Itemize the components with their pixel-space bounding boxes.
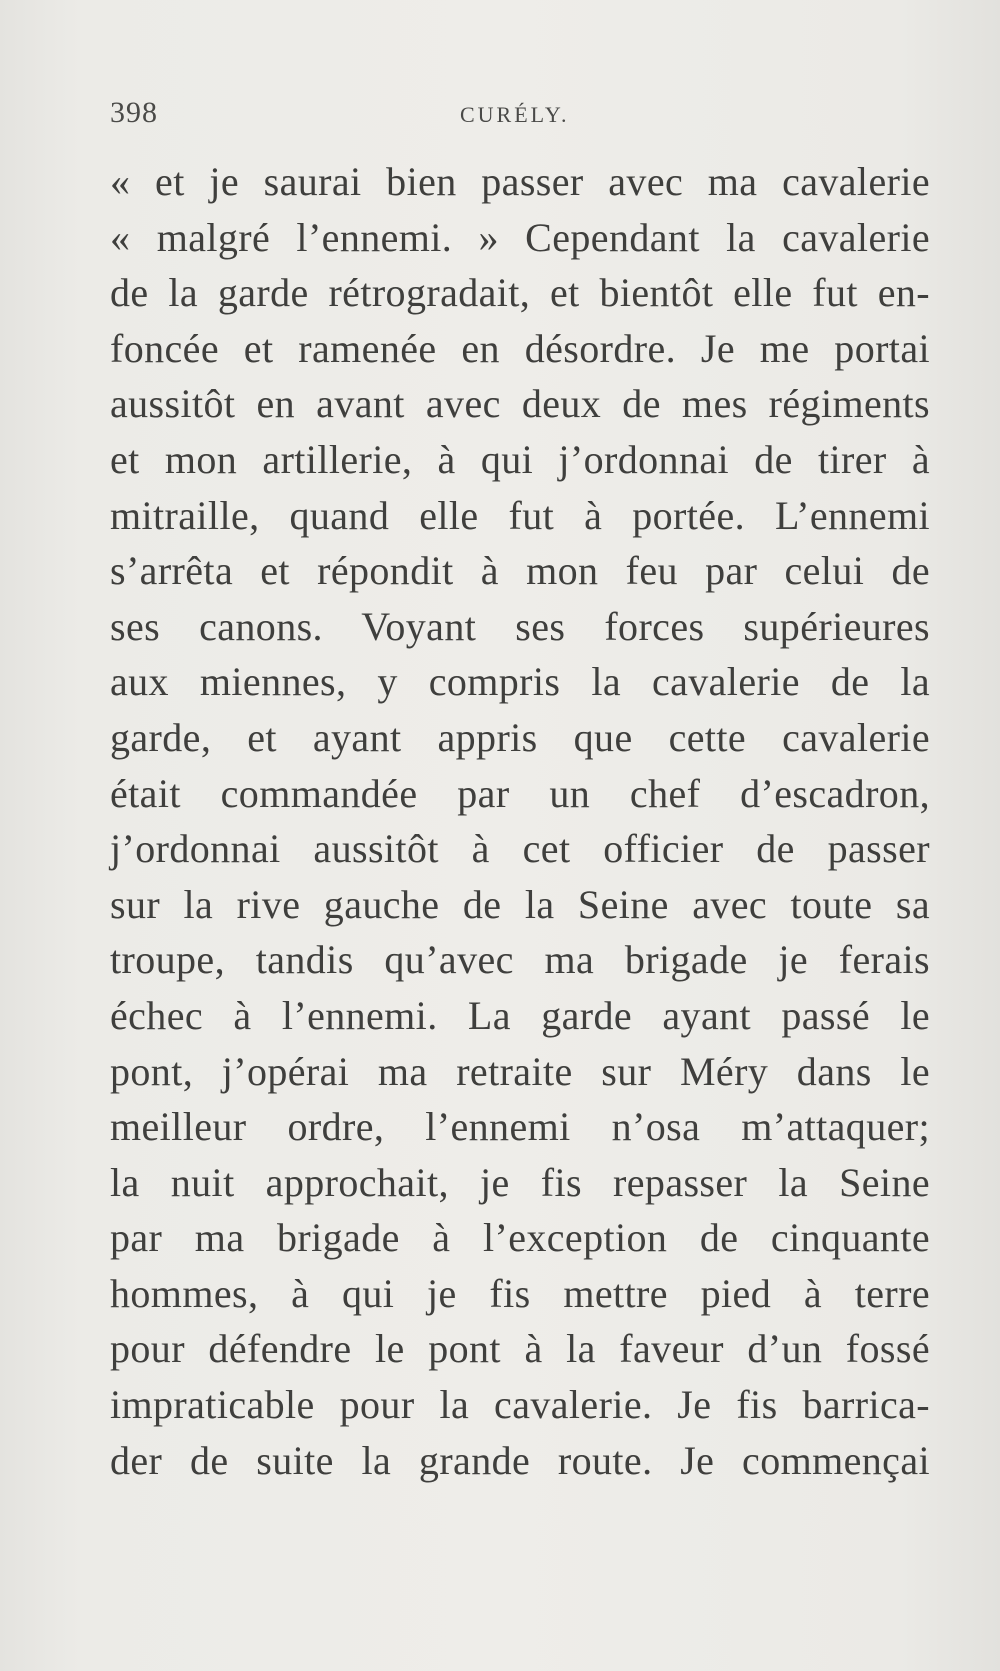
text-line: hommes, à qui je fis mettre pied à terre xyxy=(110,1270,930,1316)
text-line: sur la rive gauche de la Seine avec toute sa xyxy=(110,881,930,927)
text-line: troupe, tandis qu’avec ma brigade je ferais xyxy=(110,937,930,983)
page-header xyxy=(110,96,870,136)
text-line: aux miennes, y compris la cavalerie de la xyxy=(110,659,930,705)
text-line: s’arrêta et répondit à mon feu par celui de xyxy=(110,548,930,594)
text-line: pour défendre le pont à la faveur d’un fossé xyxy=(110,1326,930,1372)
text-line: meilleur ordre, l’ennemi n’osa m’attaquer; xyxy=(110,1104,930,1150)
body-text xyxy=(110,154,930,1488)
text-line: j’ordonnai aussitôt à cet officier de passer xyxy=(110,826,930,872)
text-line: par ma brigade à l’exception de cinquante xyxy=(110,1215,930,1261)
text-line: était commandée par un chef d’escadron, xyxy=(110,770,930,816)
text-line: aussitôt en avant avec deux de mes régiments xyxy=(110,381,930,427)
text-line: « malgré l’ennemi. » Cependant la cavalerie xyxy=(110,214,930,260)
text-line: la nuit approchait, je fis repasser la Seine xyxy=(110,1159,930,1205)
text-line: et mon artillerie, à qui j’ordonnai de tirer à xyxy=(110,436,930,482)
text-line: foncée et ramenée en désordre. Je me portai xyxy=(110,325,930,371)
running-head: CURÉLY. xyxy=(460,102,570,127)
text-line: impraticable pour la cavalerie. Je fis barrica- xyxy=(110,1382,930,1428)
text-line: der de suite la grande route. Je commençai xyxy=(110,1437,930,1483)
text-line: pont, j’opérai ma retraite sur Méry dans le xyxy=(110,1048,930,1094)
text-line: échec à l’ennemi. La garde ayant passé le xyxy=(110,992,930,1038)
text-line: mitraille, quand elle fut à portée. L’ennemi xyxy=(110,492,930,538)
page-number: 398 xyxy=(110,96,158,129)
text-line: garde, et ayant appris que cette cavalerie xyxy=(110,714,930,760)
text-line: « et je saurai bien passer avec ma cavalerie xyxy=(110,159,930,204)
text-line: ses canons. Voyant ses forces supérieures xyxy=(110,603,930,649)
text-line: de la garde rétrogradait, et bientôt elle fut en- xyxy=(110,270,930,316)
